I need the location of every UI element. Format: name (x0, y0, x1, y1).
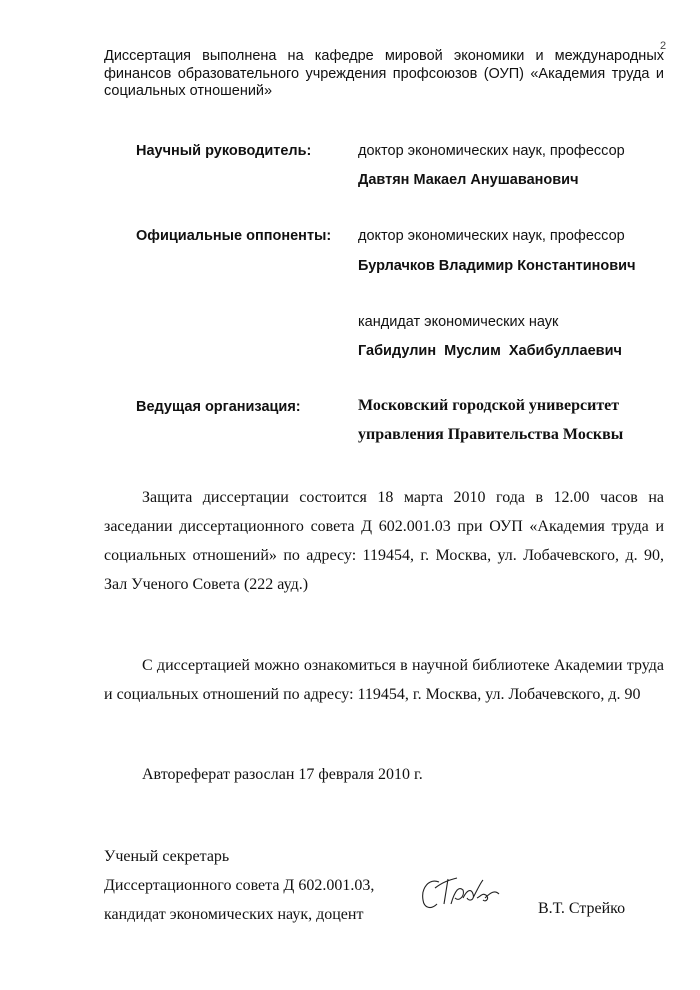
opponent-2-degree: кандидат экономических наук (358, 314, 559, 330)
lead-org-line-1: Московский городской университет (358, 397, 620, 414)
intro-paragraph: Диссертация выполнена на кафедре мировой экономики и международных финансов образовательного учреждения профсоюзов (ОУП) «Академия труда и социальных отношений» (104, 48, 664, 99)
secretary-name: В.Т. Стрейко (538, 900, 626, 917)
secretary-block (104, 842, 374, 929)
secretary-title: Ученый секретарь (104, 848, 230, 865)
supervisor-degree: доктор экономических наук, профессор (358, 143, 625, 159)
sent-date-text: Автореферат разослан 17 февраля 2010 г. (142, 766, 423, 783)
supervisor-name: Давтян Макаел Анушаванович (358, 172, 579, 188)
opponent-2-name: Габидулин Муслим Хабибуллаевич (358, 343, 622, 359)
supervisor-label: Научный руководитель: (136, 143, 312, 159)
defense-paragraph: Защита диссертации состоится 18 марта 2010 года в 12.00 часов на заседании диссертационного совета Д 602.001.03 при ОУП «Академия труда и социальных отношений» по адресу: 119454, г. Москва, ул. Лобачевского, д. 90, Зал Ученого Совета (222 ауд.) (104, 489, 664, 593)
opponents-label: Официальные оппоненты: (136, 228, 332, 244)
library-paragraph: С диссертацией можно ознакомиться в научной библиотеке Академии труда и социальных отношений по адресу: 119454, г. Москва, ул. Лобачевского, д. 90 (104, 657, 664, 703)
opponent-1-degree: доктор экономических наук, профессор (358, 228, 625, 244)
page-number: 2 (660, 40, 667, 52)
secretary-council: Диссертационного совета Д 602.001.03, (104, 877, 375, 894)
lead-org-label: Ведущая организация: (136, 399, 301, 415)
lead-org-line-2: управления Правительства Москвы (358, 426, 624, 443)
handwritten-signature (415, 868, 505, 916)
opponent-1-name: Бурлачков Владимир Константинович (358, 258, 636, 274)
secretary-degree: кандидат экономических наук, доцент (104, 906, 364, 923)
